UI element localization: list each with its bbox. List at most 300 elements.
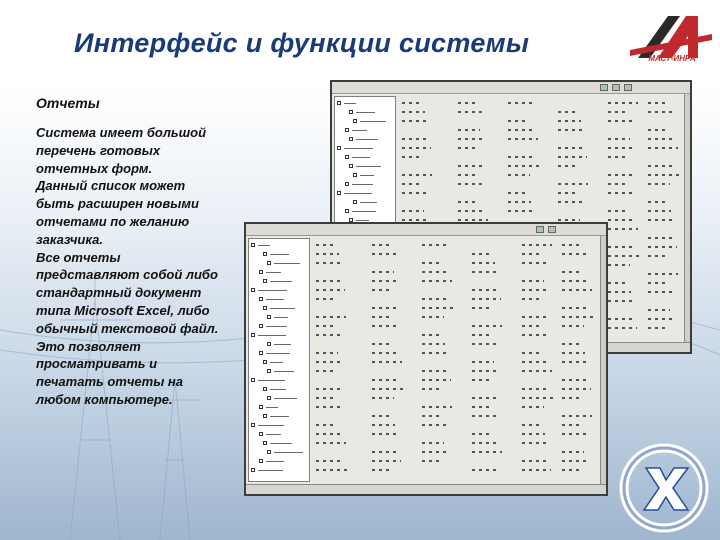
table-cell [422, 415, 443, 417]
table-cell [372, 397, 394, 399]
table-cell [422, 280, 452, 282]
table-cell [522, 262, 548, 264]
tree-line [274, 371, 294, 372]
table-cell [372, 388, 403, 390]
table-cell [522, 361, 547, 363]
table-cell [372, 433, 400, 435]
table-cell [402, 210, 424, 212]
table-cell [648, 318, 675, 320]
table-cell [648, 138, 673, 140]
table-cell [316, 424, 336, 426]
report-screenshot-front [244, 222, 608, 496]
tree-line [352, 157, 370, 158]
table-cell [562, 280, 587, 282]
tree-node-icon [345, 155, 349, 159]
table-cell [316, 406, 340, 408]
table-cell [458, 111, 484, 113]
table-cell [458, 129, 480, 131]
tree-line [258, 245, 270, 246]
tree-node-icon [259, 432, 263, 436]
table-cell [562, 460, 589, 462]
table-cell [562, 271, 582, 273]
tree-node-icon [267, 369, 271, 373]
tree-node-icon [251, 423, 255, 427]
tree-line [266, 326, 287, 327]
tree-line [356, 139, 378, 140]
table-cell [472, 271, 500, 273]
table-cell [522, 316, 550, 318]
table-cell [316, 352, 338, 354]
table-cell [422, 307, 453, 309]
tree-node-icon [263, 441, 267, 445]
scrollbar [684, 94, 690, 342]
table-cell [648, 255, 668, 257]
tree-node-icon [353, 173, 357, 177]
table-cell [608, 255, 639, 257]
table-cell [522, 370, 552, 372]
table-cell [562, 415, 592, 417]
table-cell [422, 298, 448, 300]
table-cell [508, 129, 533, 131]
table-cell [648, 147, 678, 149]
table-cell [458, 219, 488, 221]
table-cell [562, 343, 580, 345]
tree-node-icon [345, 182, 349, 186]
tree-line [266, 461, 284, 462]
table-cell [608, 210, 628, 212]
table-cell [472, 406, 491, 408]
scrollbar [600, 236, 606, 484]
table-cell [458, 165, 486, 167]
table-cell [522, 289, 549, 291]
table-cell [562, 307, 588, 309]
table-cell [648, 210, 671, 212]
table-cell [372, 460, 401, 462]
table-cell [562, 253, 586, 255]
tree-node-icon [251, 243, 255, 247]
toolbar-button [600, 84, 608, 91]
table-cell [522, 244, 552, 246]
table-cell [562, 424, 583, 426]
table-cell [458, 210, 483, 212]
table-cell [472, 262, 495, 264]
tree-line [274, 398, 297, 399]
tree-line [360, 121, 386, 122]
table-cell [402, 102, 420, 104]
table-cell [372, 244, 393, 246]
table-cell [316, 388, 344, 390]
tree-node-icon [259, 405, 263, 409]
table-cell [472, 298, 501, 300]
paragraph-2: Данный список может быть расширен новыми отчетами по желанию заказчика. [36, 178, 199, 247]
table-cell [316, 433, 341, 435]
tree-line [270, 362, 283, 363]
tree-node-icon [259, 297, 263, 301]
tree-line [270, 416, 289, 417]
tree-node-icon [263, 414, 267, 418]
table-cell [316, 442, 346, 444]
table-cell [608, 327, 637, 329]
table-cell [558, 192, 579, 194]
table-cell [372, 424, 395, 426]
table-cell [608, 246, 634, 248]
table-cell [522, 352, 542, 354]
tree-line [344, 103, 356, 104]
tree-node-icon [263, 279, 267, 283]
tree-line [352, 184, 373, 185]
tree-line [266, 353, 290, 354]
table-cell [472, 343, 498, 345]
table-cell [422, 460, 440, 462]
tree-node-icon [263, 387, 267, 391]
table-cell [508, 102, 532, 104]
table-cell [648, 291, 674, 293]
table-cell [648, 273, 678, 275]
table-cell [316, 262, 344, 264]
table-cell [422, 406, 452, 408]
table-cell [508, 174, 530, 176]
table-cell [608, 183, 627, 185]
table-cell [608, 192, 632, 194]
table-cell [472, 289, 496, 291]
table-cell [422, 271, 447, 273]
table-cell [422, 442, 444, 444]
tree-line [274, 344, 291, 345]
table-cell [562, 451, 584, 453]
table-cell [422, 424, 448, 426]
table-cell [558, 165, 578, 167]
table-cell [402, 147, 431, 149]
table-cell [472, 370, 499, 372]
table-cell [508, 210, 536, 212]
tree-line [266, 272, 281, 273]
tree-node-icon [345, 128, 349, 132]
table-cell [648, 165, 674, 167]
tree-node-icon [267, 396, 271, 400]
table-cell [558, 120, 581, 122]
table-cell [522, 433, 545, 435]
table-cell [562, 316, 593, 318]
tree-line [270, 443, 292, 444]
tree-line [258, 290, 287, 291]
table-cell [402, 111, 425, 113]
table-cell [316, 334, 342, 336]
table-cell [562, 433, 588, 435]
table-cell [472, 334, 493, 336]
table-cell [372, 379, 398, 381]
table-cell [648, 129, 668, 131]
table-cell [608, 174, 636, 176]
tree-line [352, 211, 376, 212]
tree-line [270, 281, 292, 282]
paragraph-3: Все отчеты представляют собой либо стандартный документ типа Microsoft Excel, либо обычный текстовой файл. [36, 249, 219, 336]
tree-node-icon [353, 200, 357, 204]
table-cell [372, 469, 392, 471]
table-cell [608, 138, 630, 140]
tree-node-icon [267, 261, 271, 265]
table-cell [316, 289, 345, 291]
table-cell [562, 289, 592, 291]
table-cell [562, 379, 586, 381]
table-cell [648, 219, 676, 221]
table-cell [472, 442, 497, 444]
table-cell [372, 415, 390, 417]
tree-line [258, 470, 283, 471]
table-cell [422, 334, 440, 336]
table-cell [608, 111, 629, 113]
table-cell [558, 147, 582, 149]
table-cell [422, 244, 446, 246]
table-cell [508, 192, 526, 194]
table-cell [422, 262, 442, 264]
table-cell [472, 451, 502, 453]
table-cell [522, 253, 543, 255]
table-cell [372, 316, 391, 318]
tree-node-icon [263, 306, 267, 310]
logo-text: МАСТ-ИНРА [648, 54, 696, 63]
table-cell [458, 147, 476, 149]
tree-node-icon [349, 110, 353, 114]
table-cell [316, 316, 346, 318]
table-cell [316, 298, 336, 300]
table-cell [422, 316, 444, 318]
tree-line [270, 389, 286, 390]
tree-node-icon [345, 209, 349, 213]
table-cell [648, 237, 672, 239]
table-cell [608, 156, 626, 158]
table-cell [562, 352, 585, 354]
table-cell [608, 102, 638, 104]
table-cell [608, 264, 630, 266]
report-tree [248, 238, 310, 482]
tree-node-icon [337, 146, 341, 150]
table-cell [608, 147, 635, 149]
table-cell [372, 280, 399, 282]
table-cell [508, 138, 538, 140]
table-cell [402, 138, 426, 140]
table-cell [402, 120, 430, 122]
table-cell [522, 325, 541, 327]
table-cell [648, 327, 666, 329]
table-cell [316, 361, 343, 363]
table-cell [372, 289, 390, 291]
report-content [312, 238, 604, 482]
table-cell [562, 244, 581, 246]
table-cell [316, 325, 337, 327]
table-cell [608, 120, 634, 122]
table-cell [558, 111, 576, 113]
table-cell [648, 201, 666, 203]
table-cell [648, 246, 677, 248]
table-cell [402, 192, 428, 194]
toolbar-button [624, 84, 632, 91]
toolbar-button [536, 226, 544, 233]
table-cell [402, 174, 432, 176]
table-cell [562, 397, 582, 399]
page-title: Интерфейс и функции системы [74, 28, 530, 58]
table-cell [422, 388, 442, 390]
table-cell [472, 397, 500, 399]
tree-line [266, 434, 281, 435]
table-cell [458, 174, 477, 176]
table-cell [522, 388, 548, 390]
x-logo-icon [618, 442, 710, 534]
table-cell [558, 219, 580, 221]
tree-node-icon [267, 315, 271, 319]
table-cell [316, 370, 334, 372]
tree-node-icon [337, 191, 341, 195]
table-cell [648, 183, 670, 185]
table-cell [458, 102, 479, 104]
table-cell [372, 451, 396, 453]
table-cell [472, 379, 490, 381]
table-cell [522, 406, 544, 408]
table-cell [422, 451, 449, 453]
table-cell [522, 280, 544, 282]
table-cell [608, 291, 631, 293]
table-cell [648, 102, 667, 104]
table-cell [422, 352, 450, 354]
table-cell [472, 325, 502, 327]
tree-line [356, 112, 375, 113]
tree-node-icon [263, 252, 267, 256]
table-cell [508, 165, 539, 167]
toolbar-button [548, 226, 556, 233]
tree-node-icon [263, 360, 267, 364]
status-bar [246, 484, 606, 494]
tree-line [360, 175, 374, 176]
tree-node-icon [337, 101, 341, 105]
table-cell [402, 156, 422, 158]
table-cell [648, 111, 672, 113]
table-cell [608, 300, 636, 302]
table-cell [558, 183, 588, 185]
tree-line [270, 308, 295, 309]
table-cell [508, 201, 531, 203]
table-cell [458, 183, 482, 185]
table-cell [522, 460, 546, 462]
table-cell [558, 156, 587, 158]
tree-node-icon [267, 342, 271, 346]
paragraph-4: Это позволяет просматривать и печатать отчеты на любом компьютере. [36, 338, 183, 407]
table-cell [558, 129, 586, 131]
screenshot-toolbar [246, 224, 606, 236]
table-cell [508, 156, 534, 158]
table-cell [402, 183, 423, 185]
table-cell [316, 469, 347, 471]
table-cell [472, 361, 494, 363]
table-cell [472, 433, 492, 435]
table-cell [608, 228, 638, 230]
table-cell [372, 307, 400, 309]
table-cell [522, 298, 540, 300]
section-heading: Отчеты [36, 95, 100, 111]
tree-line [258, 380, 285, 381]
table-cell [608, 282, 626, 284]
table-cell [316, 460, 342, 462]
tree-line [266, 407, 278, 408]
table-cell [472, 253, 490, 255]
table-cell [458, 201, 478, 203]
tree-node-icon [259, 459, 263, 463]
table-cell [522, 334, 546, 336]
table-cell [508, 120, 528, 122]
table-cell [562, 469, 580, 471]
table-cell [372, 361, 402, 363]
table-cell [422, 343, 445, 345]
table-cell [472, 307, 492, 309]
tree-node-icon [259, 351, 263, 355]
body-text [36, 124, 226, 409]
toolbar-button [612, 84, 620, 91]
table-cell [522, 469, 551, 471]
table-cell [522, 442, 550, 444]
table-cell [372, 253, 398, 255]
tree-node-icon [259, 270, 263, 274]
table-cell [648, 174, 679, 176]
paragraph-1: Система имеет большой перечень готовых отчетных форм. [36, 125, 207, 176]
table-cell [316, 244, 334, 246]
tree-node-icon [259, 324, 263, 328]
tree-line [344, 148, 373, 149]
tree-line [360, 202, 377, 203]
tree-line [344, 193, 372, 194]
tree-node-icon [251, 333, 255, 337]
tree-line [274, 317, 288, 318]
tree-line [258, 335, 286, 336]
table-cell [562, 361, 590, 363]
tree-line [352, 130, 367, 131]
table-cell [458, 138, 485, 140]
table-cell [608, 318, 632, 320]
table-cell [522, 397, 553, 399]
tree-line [270, 254, 289, 255]
table-cell [422, 370, 446, 372]
tree-line [266, 299, 284, 300]
table-cell [316, 397, 335, 399]
table-cell [316, 253, 339, 255]
table-cell [562, 325, 584, 327]
screenshot-toolbar [332, 82, 690, 94]
tree-node-icon [349, 137, 353, 141]
table-cell [372, 325, 396, 327]
tree-node-icon [349, 164, 353, 168]
table-cell [402, 219, 429, 221]
table-cell [562, 388, 591, 390]
tree-node-icon [251, 288, 255, 292]
tree-line [356, 166, 381, 167]
tree-node-icon [353, 119, 357, 123]
tree-line [274, 452, 303, 453]
table-cell [372, 343, 392, 345]
tree-node-icon [251, 378, 255, 382]
tree-line [274, 263, 300, 264]
table-cell [648, 282, 669, 284]
table-cell [648, 309, 670, 311]
table-cell [372, 352, 397, 354]
tree-node-icon [251, 468, 255, 472]
table-cell [372, 271, 394, 273]
table-cell [608, 219, 633, 221]
table-cell [558, 201, 584, 203]
table-cell [316, 280, 340, 282]
table-cell [522, 424, 540, 426]
table-cell [472, 415, 496, 417]
tree-line [356, 220, 369, 221]
tree-node-icon [267, 450, 271, 454]
table-cell [472, 469, 498, 471]
tree-line [258, 425, 284, 426]
